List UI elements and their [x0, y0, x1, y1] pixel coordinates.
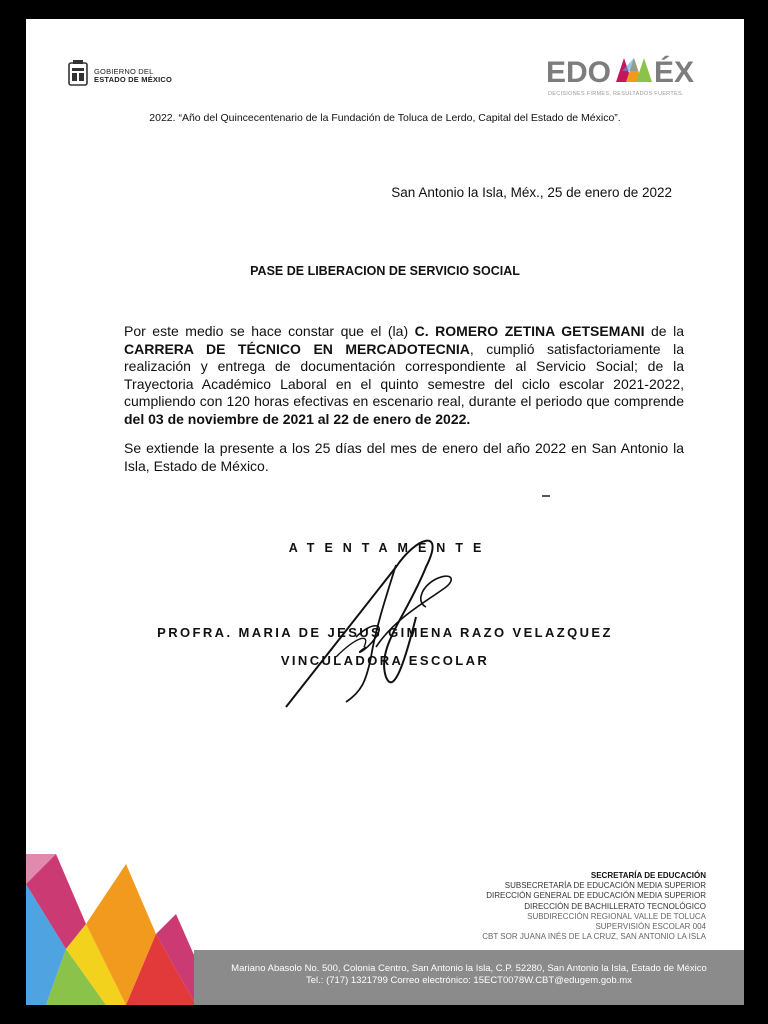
document-title: PASE DE LIBERACION DE SERVICIO SOCIAL	[250, 264, 520, 278]
signer-role: VINCULADORA ESCOLAR	[280, 653, 490, 668]
gov-line-2: ESTADO DE MÉXICO	[94, 75, 173, 84]
institution-block	[482, 871, 706, 942]
footer-address: Mariano Abasolo No. 500, Colonia Centro, San Antonio la Isla, C.P. 52280, San Antonio la Isla, Estado de México	[231, 963, 707, 974]
service-period: del 03 de noviembre de 2021 al 22 de enero de 2022.	[124, 410, 471, 427]
footer-contact: Tel.: (717) 1321799 Correo electrónico: 15ECT0078W.CBT@edugem.gob.mx	[306, 975, 632, 986]
edomex-logo	[546, 53, 706, 105]
body-paragraph-2: Se extiende la presente a los 25 días del mes de enero del año 2022 en San Antonio la Isla, Estado de México.	[124, 440, 684, 474]
career-name: CARRERA DE TÉCNICO EN MERCADOTECNIA	[124, 340, 470, 357]
gov-line-1: GOBIERNO DEL	[94, 67, 154, 76]
institution-line-7: CBT SOR JUANA INÉS DE LA CRUZ, SAN ANTONIO LA ISLA	[482, 932, 706, 942]
place-and-date: San Antonio la Isla, Méx., 25 de enero de 2022	[391, 185, 672, 200]
state-emblem-icon	[66, 59, 90, 87]
institution-line-6: SUPERVISIÓN ESCOLAR 004	[595, 922, 706, 932]
government-logo	[66, 57, 176, 91]
signature-block	[26, 541, 744, 668]
body-text-segment: de la	[644, 323, 685, 339]
body-text-segment: Por este medio se hace constar que el (la)	[124, 323, 415, 339]
institution-line-1: SECRETARÍA DE EDUCACIÓN	[590, 871, 706, 880]
closing-word: ATENTAMENTE	[288, 541, 492, 555]
body-paragraph-1	[124, 323, 684, 428]
edomex-text-edo: EDO	[546, 56, 612, 89]
edomex-wordmark	[546, 53, 706, 89]
institution-line-2: SUBSECRETARÍA DE EDUCACIÓN MEDIA SUPERIOR	[504, 881, 706, 891]
stray-mark	[542, 495, 550, 497]
institution-line-5: SUBDIRECCIÓN REGIONAL VALLE DE TOLUCA	[527, 911, 706, 921]
institution-line-3: DIRECCIÓN GENERAL DE EDUCACIÓN MEDIA SUPERIOR	[486, 891, 706, 901]
year-motto: 2022. “Año del Quincecentenario de la Fundación de Toluca de Lerdo, Capital del Estado de México”.	[149, 112, 621, 124]
document-body	[124, 323, 684, 487]
footer-address-bar	[194, 950, 744, 1005]
edomex-text-ex: ÉX	[654, 56, 695, 89]
edomex-m-mark	[616, 58, 652, 82]
body-text-segment: , cumplió satisfactoriamente la realización y entrega de documentación correspondiente al Servicio Social; de la Trayectoria Académico Laboral en el quinto semestre del ciclo escolar 2021-2022, cumpliendo con 120 horas efectivas en escenario real, durante el periodo que comprende	[124, 340, 684, 409]
brand-tagline: DECISIONES FIRMES, RESULTADOS FUERTES.	[548, 91, 684, 97]
student-name: C. ROMERO ZETINA GETSEMANI	[414, 323, 645, 339]
signer-name: PROFRA. MARIA DE JESUS GIMENA RAZO VELAZQUEZ	[157, 625, 613, 640]
document-page	[26, 19, 744, 1005]
institution-line-4: DIRECCIÓN DE BACHILLERATO TECNOLÓGICO	[524, 901, 706, 911]
